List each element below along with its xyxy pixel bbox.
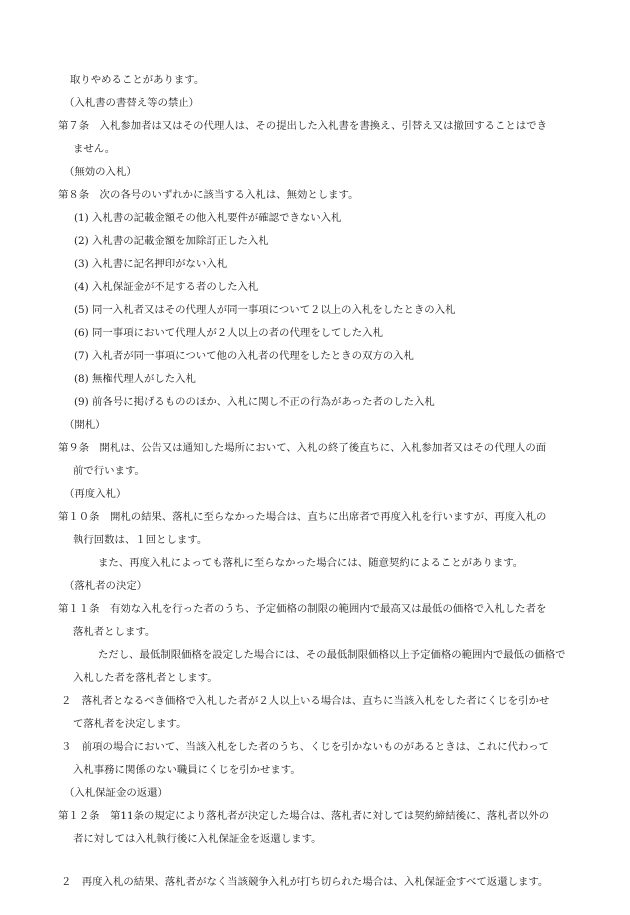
article-10-text-cont: 執行回数は、１回とします。: [73, 534, 208, 546]
section-heading: （入札書の書替え等の禁止）: [64, 97, 200, 109]
list-item: (6) 同一事項において代理人が２人以上の者の代理をしてした入札: [74, 327, 383, 339]
article-11-paragraph-3: ３ 前項の場合において、当該入札をした者のうち、くじを引かないものがあるときは、これに代わって: [61, 741, 550, 753]
article-11-proviso: ただし、最低制限価格を設定した場合には、その最低制限価格以上予定価格の範囲内で最低の価格で: [98, 649, 566, 661]
article-12-text: 第１２条 第11条の規定により落札者が決定した場合は、落札者に対しては契約締結後に、落札者以外の: [58, 810, 550, 822]
article-12-paragraph-2: ２ 再度入札の結果、落札者がなく当該競争入札が打ち切られた場合は、入札保証金すべて返還します。: [61, 876, 549, 888]
article-7-text: 第７条 入札参加者は又はその代理人は、その提出した入札書を書換え、引替え又は撤回することはでき: [58, 120, 547, 132]
article-12-text-cont: 者に対しては入札執行後に入札保証金を返還します。: [73, 833, 322, 845]
article-9-text: 第９条 開札は、公告又は通知した場所において、入札の終了後直ちに、入札参加者又はその代理人の面: [58, 442, 547, 454]
article-7-text-cont: ません。: [73, 143, 116, 155]
list-item: (2) 入札書の記載金額を加除訂正した入札: [74, 235, 269, 247]
article-11-proviso-cont: 入札した者を落札者とします。: [73, 672, 218, 684]
list-item: (9) 前各号に掲げるもののほか、入札に関し不正の行為があった者のした入札: [74, 396, 435, 408]
article-11-paragraph-2: ２ 落札者となるべき価格で入札した者が２人以上いる場合は、直ちに当該入札をした者にくじを引かせ: [61, 695, 550, 707]
section-heading: （再度入札）: [64, 488, 127, 500]
article-11-text: 第１１条 有効な入札を行った者のうち、予定価格の制限の範囲内で最高又は最低の価格で入札した者を: [58, 603, 547, 615]
list-item: (4) 入札保証金が不足する者のした入札: [74, 281, 259, 293]
section-heading: （開札）: [64, 419, 106, 431]
continuation-text: 取りやめることがあります。: [70, 74, 205, 86]
article-10-text: 第１０条 開札の結果、落札に至らなかった場合は、直ちに出席者で再度入札を行いますが、再度入札の: [58, 511, 547, 523]
list-item: (5) 同一入札者又はその代理人が同一事項について２以上の入札をしたときの入札: [74, 304, 456, 316]
list-item: (8) 無権代理人がした入札: [74, 373, 196, 385]
section-heading: （無効の入札）: [64, 166, 137, 178]
article-9-text-cont: 前で行います。: [73, 465, 145, 477]
article-10-paragraph: また、再度入札によっても落札に至らなかった場合には、随意契約によることがあります。: [98, 557, 524, 569]
list-item: (3) 入札書に記名押印がない入札: [74, 258, 228, 270]
article-11-paragraph-3-cont: 入札事務に関係のない職員にくじを引かせます。: [73, 764, 301, 776]
section-heading: （入札保証金の返還）: [64, 787, 168, 799]
list-item: (7) 入札者が同一事項について他の入札者の代理をしたときの双方の入札: [74, 350, 414, 362]
article-8-text: 第８条 次の各号のいずれかに該当する入札は、無効とします。: [58, 189, 359, 201]
article-11-text-cont: 落札者とします。: [73, 626, 156, 638]
section-heading: （落札者の決定）: [64, 580, 148, 592]
article-11-paragraph-2-cont: て落札者を決定します。: [73, 718, 187, 730]
list-item: (1) 入札書の記載金額その他入札要件が確認できない入札: [74, 212, 342, 224]
